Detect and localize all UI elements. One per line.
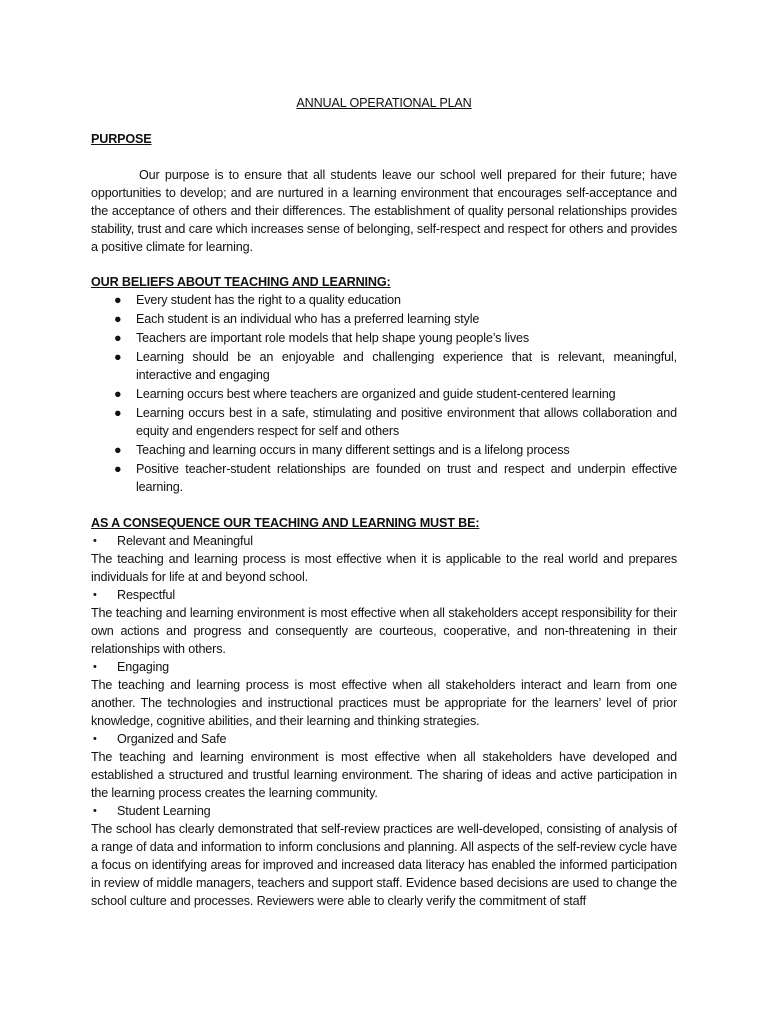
list-item: ● Teachers are important role models that help shape young people’s lives (114, 331, 530, 345)
list-item: ● Every student has the right to a quality education (114, 293, 401, 307)
list-item: ● Learning occurs best in a safe, stimulating and positive environment that allows collaboration and equity and engenders respect for self and others (114, 406, 677, 438)
bullet-icon: ● (114, 331, 122, 345)
bullet-icon: • (93, 589, 97, 601)
section-label-respectful: • Respectful (93, 588, 176, 602)
list-item: ● Learning should be an enjoyable and challenging experience that is relevant, meaningful, interactive and engaging (114, 350, 677, 382)
beliefs-list (91, 291, 677, 496)
bullet-icon: ● (114, 443, 122, 457)
bullet-icon: • (93, 805, 97, 817)
list-item: ● Each student is an individual who has a preferred learning style (114, 312, 480, 326)
section-label-engaging: • Engaging (93, 660, 170, 674)
bullet-icon: • (93, 733, 97, 745)
section-text-relevant: The teaching and learning process is most effective when it is applicable to the real world and prepares individuals for life at and beyond school. (91, 552, 677, 584)
bullet-icon: ● (114, 387, 122, 401)
section-text-respectful: The teaching and learning environment is most effective when all stakeholders accept responsibility for their own actions and progress and consequently are courteous, cooperative, and non-threatening in their relationships with others. (91, 606, 677, 656)
section-label-organized: • Organized and Safe (93, 732, 227, 746)
section-text-engaging: The teaching and learning process is most effective when all stakeholders interact and learn from one another. The technologies and instructional practices must be appropriate for the learners’ level of prior knowledge, cognitive abilities, and their learning and thinking strategies. (91, 678, 677, 728)
list-item: ● Learning occurs best where teachers are organized and guide student-centered learning (114, 387, 616, 401)
list-item: ● Positive teacher-student relationships are founded on trust and respect and underpin effective learning. (114, 462, 677, 494)
section-label-relevant: • Relevant and Meaningful (93, 534, 253, 548)
section-label-student-learning: • Student Learning (93, 804, 211, 818)
spacer (91, 256, 677, 273)
bullet-icon: ● (114, 293, 122, 307)
section-text-organized: The teaching and learning environment is most effective when all stakeholders have developed and established a structured and trustful learning environment. The sharing of ideas and active participation in the learning process creates the learning community. (91, 750, 677, 800)
bullet-icon: ● (114, 350, 122, 364)
consequence-heading: AS A CONSEQUENCE OUR TEACHING AND LEARNING MUST BE: (91, 516, 480, 530)
spacer (91, 148, 677, 166)
beliefs-heading: OUR BELIEFS ABOUT TEACHING AND LEARNING: (91, 275, 391, 289)
purpose-heading: PURPOSE (91, 132, 152, 146)
spacer (91, 497, 677, 514)
purpose-paragraph: Our purpose is to ensure that all students leave our school well prepared for their future; have opportunities to develop; and are nurtured in a learning environment that encourages self-acceptance and the acceptance of others and their differences. The establishment of quality personal relationships provides stability, trust and care which increases sense of belonging, self-respect and respect for others and provides a positive climate for learning. (91, 168, 677, 254)
bullet-icon: ● (114, 462, 122, 476)
bullet-icon: • (93, 535, 97, 547)
list-item: ● Teaching and learning occurs in many different settings and is a lifelong process (114, 443, 570, 457)
section-text-student-learning: The school has clearly demonstrated that self-review practices are well-developed, consisting of analysis of a range of data and information to inform conclusions and planning. All aspects of the self-review cycle have a focus on identifying areas for improved and increased data literacy has enabled the informed participation in review of middle managers, teachers and support staff. Evidence based decisions are used to change the school culture and processes. Reviewers were able to clearly verify the commitment of staff (91, 822, 677, 908)
bullet-icon: ● (114, 406, 122, 420)
document-title: ANNUAL OPERATIONAL PLAN (296, 96, 472, 110)
bullet-icon: • (93, 661, 97, 673)
bullet-icon: ● (114, 312, 122, 326)
